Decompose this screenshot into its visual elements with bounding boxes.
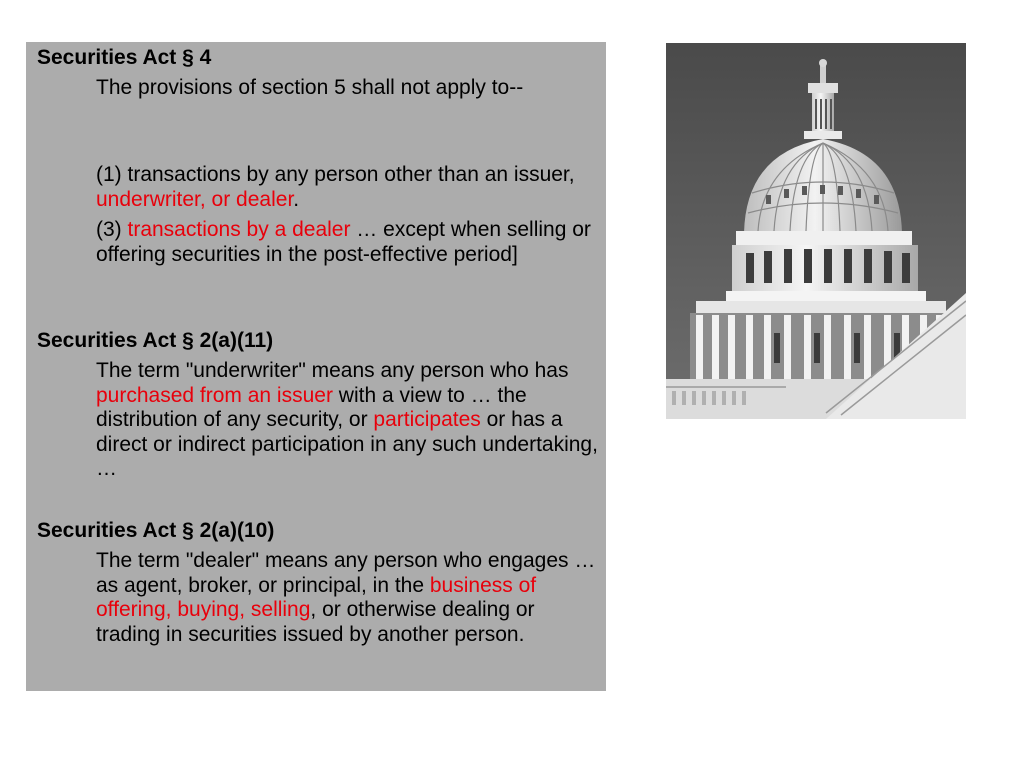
dealer-text-1: The term "dealer" means any person who engages … as agent, broker, or principal, in the <box>96 549 596 597</box>
section-heading-2a10: Securities Act § 2(a)(10) <box>37 519 275 542</box>
underwriter-text-3: or has a direct or indirect participation in any such undertaking, … <box>96 408 598 480</box>
underwriter-text-2: with a view to … the distribution of any security, or <box>96 383 527 431</box>
underwriter-definition <box>96 359 601 482</box>
dealer-highlight: business of offering, buying, selling <box>96 573 537 621</box>
underwriter-highlight-2: participates <box>373 408 481 431</box>
underwriter-highlight-1: purchased from an issuer <box>96 383 333 407</box>
underwriter-text-1: The term "underwriter" means any person who has <box>96 359 569 382</box>
section-heading-2a11: Securities Act § 2(a)(11) <box>37 329 274 352</box>
item-1-highlight: underwriter, or dealer <box>96 187 294 211</box>
capitol-dome-image <box>666 43 966 419</box>
dealer-definition <box>96 549 601 647</box>
item-1-suffix: . <box>293 187 300 211</box>
text-panel <box>26 42 606 691</box>
item-1-text: (1) transactions by any person other than an issuer, <box>96 163 575 186</box>
item-3-text: … except when selling or offering securities in the post-effective period] <box>96 218 591 266</box>
item-3-highlight: transactions by a dealer <box>127 218 351 241</box>
section-heading-4: Securities Act § 4 <box>37 46 212 69</box>
section-4-intro: The provisions of section 5 shall not apply to-- <box>96 76 524 99</box>
section-4-item-3 <box>96 218 601 267</box>
section-4-item-1 <box>96 163 601 212</box>
dealer-text-2: , or otherwise dealing or trading in securities issued by another person. <box>96 598 535 646</box>
item-3-prefix: (3) <box>96 218 128 241</box>
